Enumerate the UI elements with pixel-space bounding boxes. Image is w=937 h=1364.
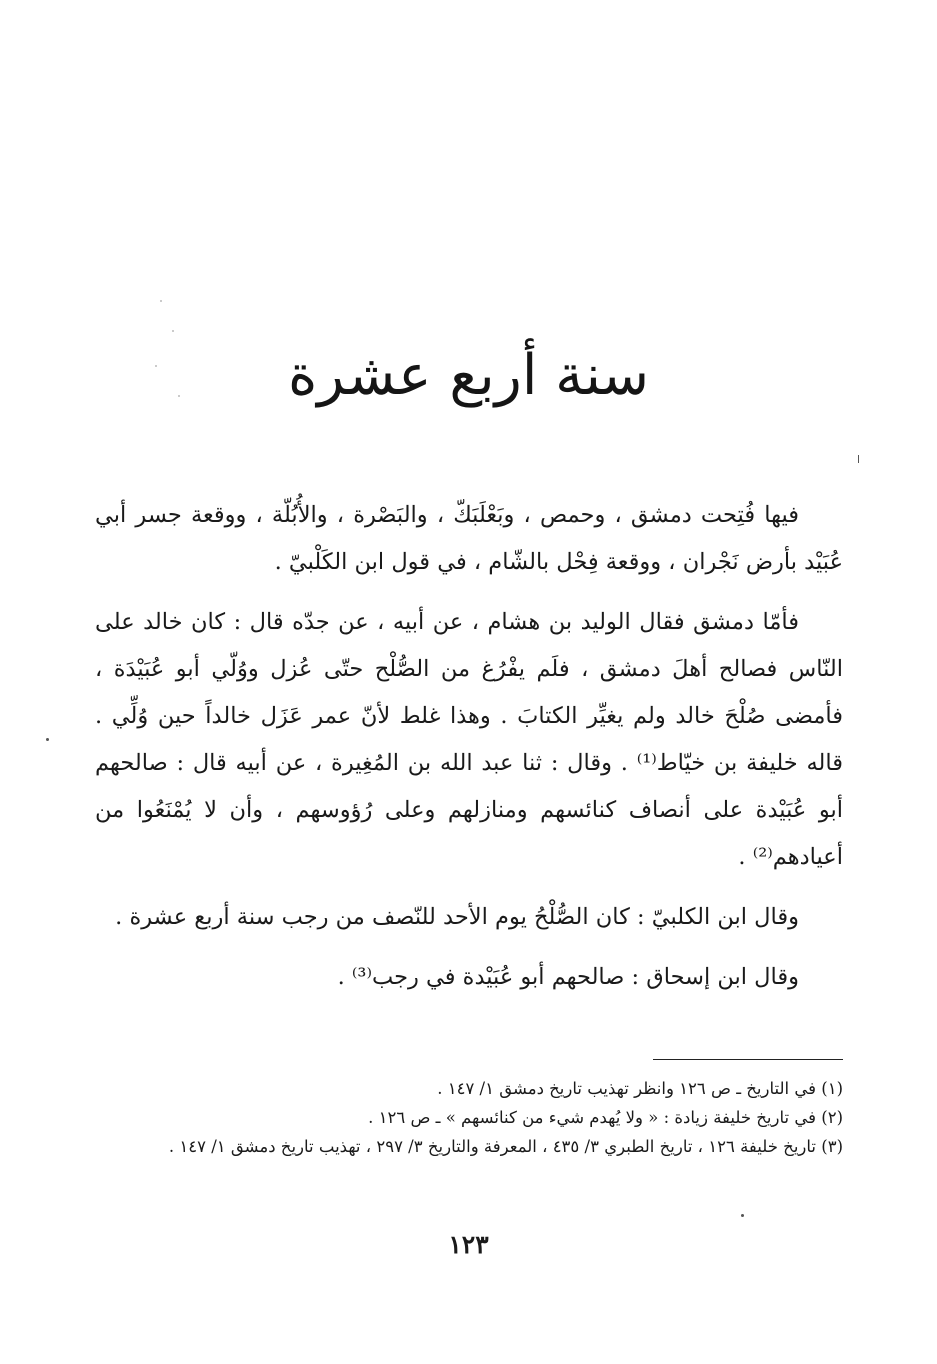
footnote-1: (١) في التاريخ ـ ص ١٢٦ وانظر تهذيب تاريخ دمشق ١/ ١٤٧ .	[437, 1079, 843, 1098]
page-number: ١٢٣	[448, 1230, 489, 1259]
scan-speck	[46, 738, 49, 741]
footnotes	[95, 1074, 843, 1161]
scan-fleck	[160, 300, 162, 302]
scan-speck	[741, 1214, 744, 1217]
paragraph-2: فأمّا دمشق فقال الوليد بن هشام ، عن أبيه ، عن جدّه قال : كان خالد على النّاس فصالح أهلَ دمشق ، فلَم يفْرُغ من الصُّلْح حتّى عُزل ووُلّي أبو عُبَيْدَة ، فأمضى صُلْحَ خالد ولم يغيِّر الكتابَ . وهذا غلط لأنّ عمر عَزَل خالداً حين وُلِّي . قاله خليفة بن خيّاط⁽¹⁾ . وقال : ثنا عبد الله بن المُغِيرة ، عن أبيه قال : صالحهم أبو عُبَيْدة على أنصاف كنائسهم ومنازلهم وعلى رُؤوسهم ، وأن لا يُمْنَعُوا من أعيادهم⁽²⁾ .	[95, 609, 843, 870]
footnote-2: (٢) في تاريخ خليفة زيادة : « ولا يُهدم شيء من كنائسهم » ـ ص ١٢٦ .	[368, 1108, 843, 1127]
main-text	[95, 492, 843, 1001]
footnote-divider	[653, 1059, 843, 1060]
paragraph-1: فيها فُتِحت دمشق ، وحمص ، وبَعْلَبَكّ ، والبَصْرة ، والأُبُلّة ، ووقعة جسر أبي عُبَيْد بأرض نَجْران ، ووقعة فِحْل بالشّام ، في قول ابن الكَلْبيّ .	[95, 502, 843, 575]
scan-fleck	[155, 365, 157, 367]
scan-fleck	[172, 330, 174, 332]
footnote-3: (٣) تاريخ خليفة ١٢٦ ، تاريخ الطبري ٣/ ٤٣٥ ، المعرفة والتاريخ ٣/ ٢٩٧ ، تهذيب تاريخ دمشق ١/ ١٤٧ .	[168, 1137, 843, 1156]
scan-fleck	[178, 395, 180, 397]
chapter-title: سنة أربع عشرة	[287, 342, 650, 408]
paragraph-3: وقال ابن الكلبيّ : كان الصُّلْحُ يوم الأحد للنّصف من رجب سنة أربع عشرة .	[115, 904, 799, 930]
paragraph-4: وقال ابن إسحاق : صالحهم أبو عُبَيْدة في رجب⁽³⁾ .	[337, 964, 799, 990]
scan-speck	[858, 455, 859, 463]
